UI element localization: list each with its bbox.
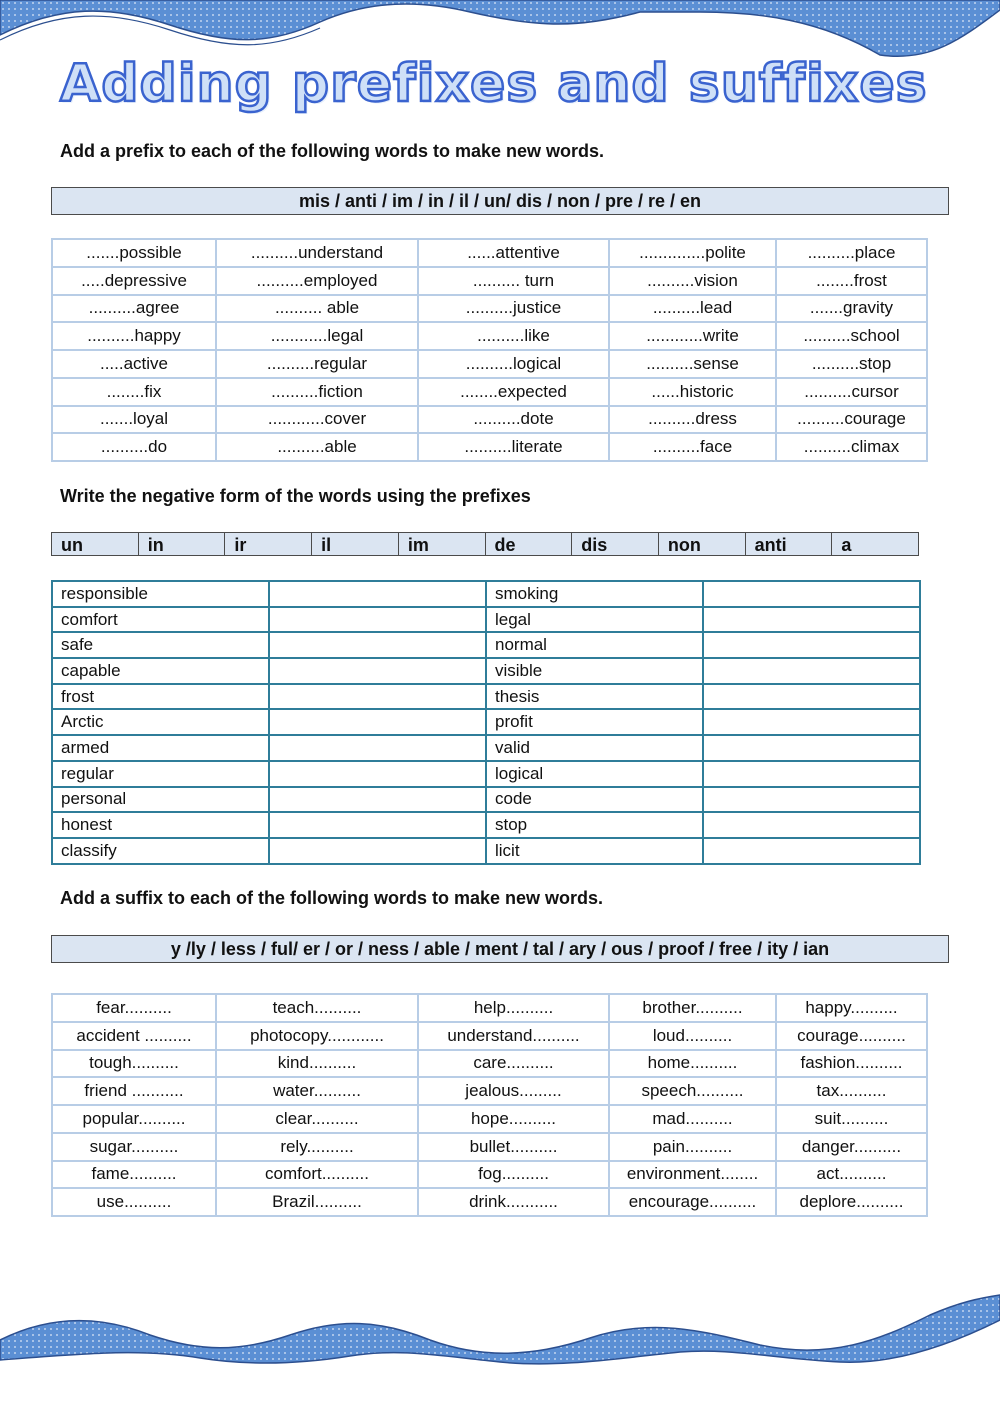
answer-cell[interactable]: [269, 735, 486, 761]
table-row: [52, 658, 920, 684]
table-cell: ............write: [609, 322, 776, 350]
table-cell: loud..........: [609, 1022, 776, 1050]
base-word: stop: [486, 812, 703, 838]
negative-prefix-bank: [51, 532, 919, 556]
table-cell: ..........school: [776, 322, 927, 350]
table-cell: ..........face: [609, 433, 776, 461]
table-cell: mad..........: [609, 1105, 776, 1133]
prefix-chip: im: [399, 533, 486, 555]
prefix-exercise-table: [51, 238, 928, 462]
base-word: personal: [52, 787, 269, 813]
base-word: safe: [52, 632, 269, 658]
prefix-chip: anti: [746, 533, 833, 555]
answer-cell[interactable]: [269, 658, 486, 684]
answer-cell[interactable]: [269, 607, 486, 633]
table-cell: home..........: [609, 1050, 776, 1078]
base-word: armed: [52, 735, 269, 761]
table-row: [52, 709, 920, 735]
table-cell: courage..........: [776, 1022, 927, 1050]
prefix-chip: non: [659, 533, 746, 555]
table-cell: ........fix: [52, 378, 216, 406]
table-row: [52, 1188, 927, 1216]
base-word: visible: [486, 658, 703, 684]
table-cell: happy..........: [776, 994, 927, 1022]
table-cell: tax..........: [776, 1077, 927, 1105]
page-title: Adding prefixes and suffixes: [60, 54, 928, 114]
table-row: [52, 350, 927, 378]
table-cell: .......... able: [216, 295, 418, 323]
table-cell: ........expected: [418, 378, 609, 406]
bottom-wave-decoration: [0, 1290, 1000, 1370]
table-cell: ......attentive: [418, 239, 609, 267]
table-cell: clear..........: [216, 1105, 418, 1133]
base-word: valid: [486, 735, 703, 761]
base-word: licit: [486, 838, 703, 864]
table-row: [52, 1133, 927, 1161]
table-cell: ............legal: [216, 322, 418, 350]
table-cell: danger..........: [776, 1133, 927, 1161]
suffix-exercise-table: [51, 993, 928, 1217]
base-word: Arctic: [52, 709, 269, 735]
table-cell: tough..........: [52, 1050, 216, 1078]
table-cell: ..........able: [216, 433, 418, 461]
table-cell: ..........dress: [609, 406, 776, 434]
table-cell: ..........place: [776, 239, 927, 267]
table-cell: ..........literate: [418, 433, 609, 461]
table-cell: ..........climax: [776, 433, 927, 461]
table-cell: speech..........: [609, 1077, 776, 1105]
prefix-chip: dis: [572, 533, 659, 555]
table-row: [52, 684, 920, 710]
table-cell: drink...........: [418, 1188, 609, 1216]
table-row: [52, 607, 920, 633]
negative-instruction: Write the negative form of the words using the prefixes: [60, 486, 531, 506]
table-cell: ..........dote: [418, 406, 609, 434]
table-cell: ..........courage: [776, 406, 927, 434]
answer-cell[interactable]: [269, 632, 486, 658]
table-row: [52, 295, 927, 323]
base-word: smoking: [486, 581, 703, 607]
answer-cell[interactable]: [269, 709, 486, 735]
table-row: [52, 267, 927, 295]
table-cell: photocopy............: [216, 1022, 418, 1050]
table-cell: ..........justice: [418, 295, 609, 323]
table-cell: ..........like: [418, 322, 609, 350]
table-cell: use..........: [52, 1188, 216, 1216]
table-cell: deplore..........: [776, 1188, 927, 1216]
table-cell: care..........: [418, 1050, 609, 1078]
table-cell: kind..........: [216, 1050, 418, 1078]
answer-cell[interactable]: [703, 607, 920, 633]
answer-cell[interactable]: [703, 735, 920, 761]
table-row: [52, 787, 920, 813]
base-word: thesis: [486, 684, 703, 710]
base-word: profit: [486, 709, 703, 735]
table-cell: bullet..........: [418, 1133, 609, 1161]
suffix-word-bank: y /ly / less / ful/ er / or / ness / able / ment / tal / ary / ous / proof / free / ity / ian: [51, 935, 949, 963]
table-row: [52, 581, 920, 607]
answer-cell[interactable]: [703, 838, 920, 864]
prefix-chip: de: [486, 533, 573, 555]
table-cell: fame..........: [52, 1161, 216, 1189]
table-row: [52, 378, 927, 406]
table-cell: environment........: [609, 1161, 776, 1189]
base-word: capable: [52, 658, 269, 684]
base-word: honest: [52, 812, 269, 838]
table-row: [52, 239, 927, 267]
base-word: responsible: [52, 581, 269, 607]
table-cell: ..........regular: [216, 350, 418, 378]
answer-cell[interactable]: [703, 632, 920, 658]
table-cell: friend ...........: [52, 1077, 216, 1105]
table-cell: .......... turn: [418, 267, 609, 295]
base-word: comfort: [52, 607, 269, 633]
table-cell: fashion..........: [776, 1050, 927, 1078]
table-cell: ..........lead: [609, 295, 776, 323]
table-cell: Brazil..........: [216, 1188, 418, 1216]
prefix-chip: ir: [225, 533, 312, 555]
base-word: frost: [52, 684, 269, 710]
table-cell: understand..........: [418, 1022, 609, 1050]
answer-cell[interactable]: [703, 787, 920, 813]
base-word: logical: [486, 761, 703, 787]
table-cell: .......loyal: [52, 406, 216, 434]
base-word: normal: [486, 632, 703, 658]
answer-cell[interactable]: [269, 787, 486, 813]
table-cell: ..........happy: [52, 322, 216, 350]
table-cell: ..........do: [52, 433, 216, 461]
table-row: [52, 632, 920, 658]
table-cell: fog..........: [418, 1161, 609, 1189]
prefix-instruction: Add a prefix to each of the following words to make new words.: [60, 141, 605, 161]
table-cell: ..........employed: [216, 267, 418, 295]
table-row: [52, 406, 927, 434]
table-cell: ..........sense: [609, 350, 776, 378]
table-cell: ..........vision: [609, 267, 776, 295]
table-row: [52, 1022, 927, 1050]
table-row: [52, 433, 927, 461]
table-row: [52, 1105, 927, 1133]
answer-cell[interactable]: [269, 581, 486, 607]
table-cell: .......possible: [52, 239, 216, 267]
table-row: [52, 761, 920, 787]
table-cell: jealous.........: [418, 1077, 609, 1105]
table-cell: comfort..........: [216, 1161, 418, 1189]
table-cell: encourage..........: [609, 1188, 776, 1216]
table-cell: ............cover: [216, 406, 418, 434]
table-cell: help..........: [418, 994, 609, 1022]
answer-cell[interactable]: [269, 812, 486, 838]
table-row: [52, 838, 920, 864]
table-cell: .....depressive: [52, 267, 216, 295]
negative-form-table: [51, 580, 921, 865]
table-cell: brother..........: [609, 994, 776, 1022]
table-cell: rely..........: [216, 1133, 418, 1161]
answer-cell[interactable]: [703, 658, 920, 684]
table-cell: fear..........: [52, 994, 216, 1022]
table-cell: ........frost: [776, 267, 927, 295]
table-cell: pain..........: [609, 1133, 776, 1161]
answer-cell[interactable]: [703, 684, 920, 710]
answer-cell[interactable]: [269, 684, 486, 710]
prefix-chip: in: [139, 533, 226, 555]
suffix-instruction: Add a suffix to each of the following words to make new words.: [60, 888, 604, 908]
table-cell: ..........understand: [216, 239, 418, 267]
table-cell: teach..........: [216, 994, 418, 1022]
table-cell: ......historic: [609, 378, 776, 406]
table-cell: sugar..........: [52, 1133, 216, 1161]
answer-cell[interactable]: [703, 709, 920, 735]
table-cell: ..........stop: [776, 350, 927, 378]
table-cell: act..........: [776, 1161, 927, 1189]
prefix-chip: un: [52, 533, 139, 555]
table-cell: .....active: [52, 350, 216, 378]
table-cell: .......gravity: [776, 295, 927, 323]
table-cell: ..........agree: [52, 295, 216, 323]
table-cell: ..........fiction: [216, 378, 418, 406]
table-row: [52, 1077, 927, 1105]
table-cell: popular..........: [52, 1105, 216, 1133]
table-cell: accident ..........: [52, 1022, 216, 1050]
base-word: legal: [486, 607, 703, 633]
table-row: [52, 322, 927, 350]
table-cell: ..........logical: [418, 350, 609, 378]
table-row: [52, 1050, 927, 1078]
table-cell: suit..........: [776, 1105, 927, 1133]
prefix-chip: a: [841, 535, 852, 555]
answer-cell[interactable]: [269, 761, 486, 787]
answer-cell[interactable]: [703, 581, 920, 607]
prefix-word-bank: mis / anti / im / in / il / un/ dis / non / pre / re / en: [51, 187, 949, 215]
base-word: regular: [52, 761, 269, 787]
table-cell: ..............polite: [609, 239, 776, 267]
table-cell: water..........: [216, 1077, 418, 1105]
table-row: [52, 812, 920, 838]
table-cell: ..........cursor: [776, 378, 927, 406]
base-word: classify: [52, 838, 269, 864]
answer-cell[interactable]: [703, 761, 920, 787]
answer-cell[interactable]: [269, 838, 486, 864]
table-cell: hope..........: [418, 1105, 609, 1133]
answer-cell[interactable]: [703, 812, 920, 838]
table-row: [52, 1161, 927, 1189]
base-word: code: [486, 787, 703, 813]
prefix-chip: il: [312, 533, 399, 555]
table-row: [52, 735, 920, 761]
table-row: [52, 994, 927, 1022]
